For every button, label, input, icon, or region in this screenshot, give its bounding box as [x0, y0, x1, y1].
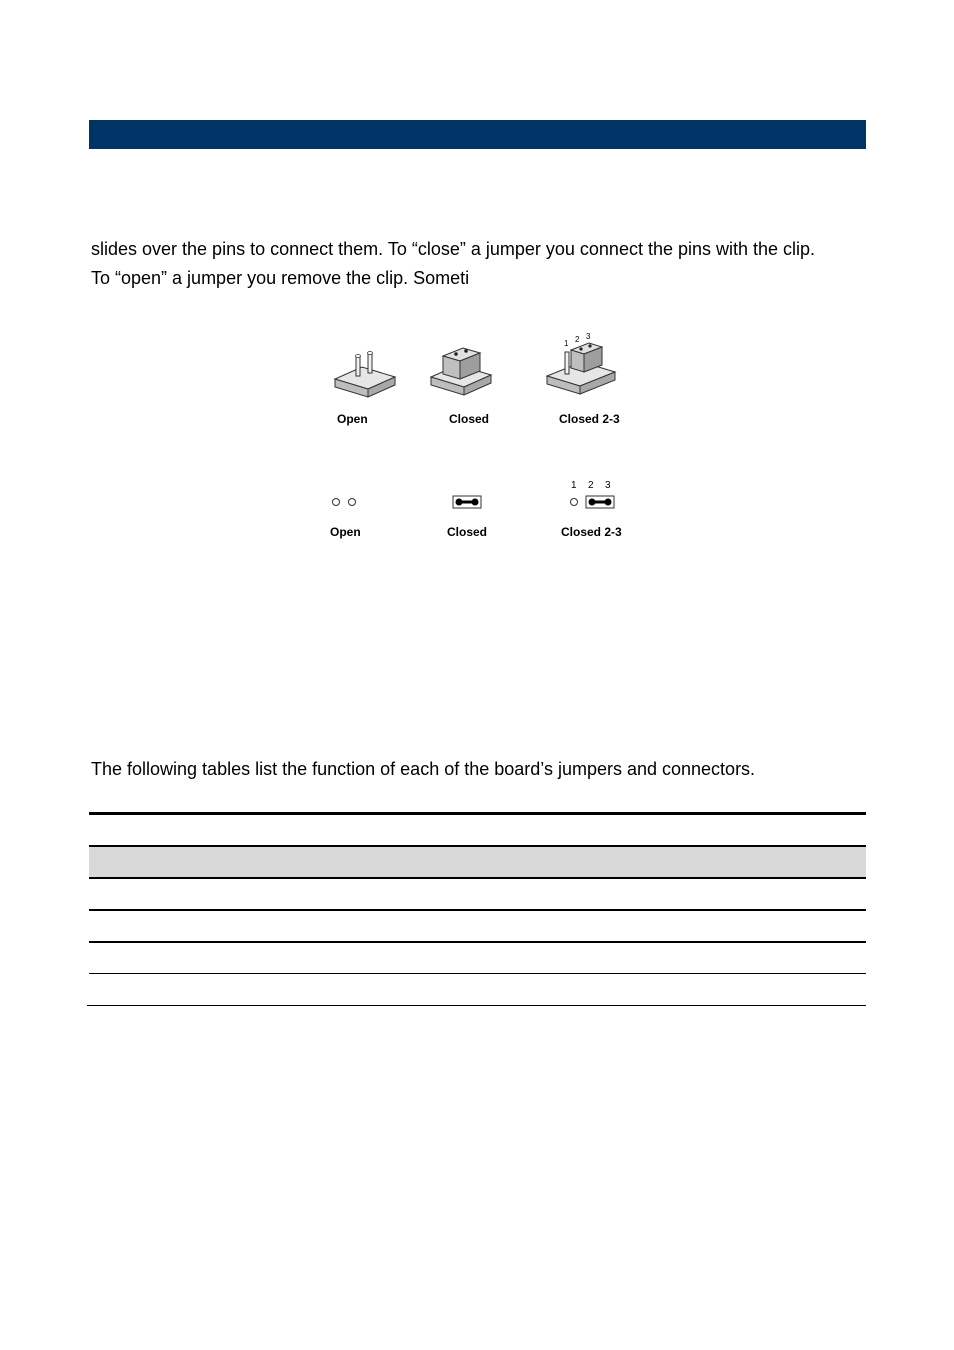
label-open-3d: Open — [337, 412, 368, 426]
intro-line-1: slides over the pins to connect them. To “close” a jumper you connect the pins with the clip. — [91, 239, 816, 259]
pin-number-2-2d: 2 — [588, 480, 594, 491]
open-jumper-3d-icon — [335, 352, 395, 398]
table-top-rule — [89, 812, 866, 815]
label-closed-2-3-2d: Closed 2-3 — [561, 525, 622, 539]
table-header-top-rule — [89, 845, 866, 847]
table-row-rule — [89, 941, 866, 943]
table-bottom-rule — [87, 1005, 866, 1006]
pin-number-1-3d: 1 — [564, 339, 569, 348]
pin-number-1-2d: 1 — [571, 480, 577, 491]
label-closed-3d: Closed — [449, 412, 490, 426]
table-header-row — [89, 847, 866, 877]
closed-jumper-2d-icon — [453, 496, 481, 508]
pin-number-3-2d: 3 — [605, 480, 611, 491]
intro-paragraph — [91, 235, 815, 293]
pin-number-3-3d: 3 — [586, 332, 591, 341]
closed-2-3-jumper-2d-icon — [571, 496, 615, 508]
jumper-illustrations — [300, 320, 660, 560]
table-header-bottom-rule — [89, 877, 866, 879]
tables-intro-paragraph: The following tables list the function of each of the board’s jumpers and connectors. — [91, 759, 756, 779]
intro-line-2: To “open” a jumper you remove the clip. Someti — [91, 268, 470, 288]
open-jumper-2d-icon — [333, 499, 356, 506]
jumper-settings-figure — [300, 320, 660, 560]
pin-number-2-3d: 2 — [575, 335, 580, 344]
closed-jumper-3d-icon — [431, 348, 491, 395]
label-closed-2-3-3d: Closed 2-3 — [559, 412, 620, 426]
table-row-rule — [89, 909, 866, 911]
label-open-2d: Open — [330, 525, 361, 539]
label-closed-2d: Closed — [447, 525, 488, 539]
section-header-bar — [89, 120, 866, 149]
table-row-rule — [89, 973, 866, 974]
closed-2-3-jumper-3d-icon — [547, 343, 615, 394]
